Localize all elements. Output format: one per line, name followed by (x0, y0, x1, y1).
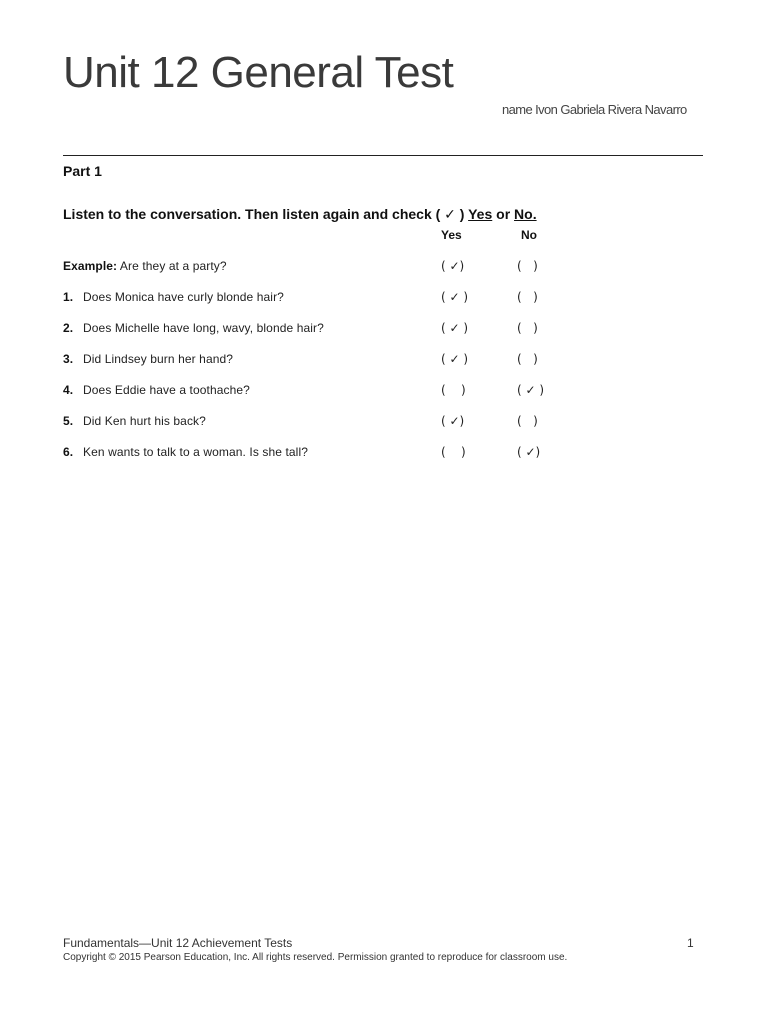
copyright-notice: Copyright © 2015 Pearson Education, Inc. All rights reserved. Permission granted to reproduce for classroom use. (63, 952, 568, 963)
instructions (63, 206, 537, 223)
yes-checkbox[interactable]: ( ) (441, 383, 466, 397)
instructions-or: or (492, 206, 515, 222)
yes-checkbox[interactable]: ( ) (441, 445, 466, 459)
question-text: Did Ken hurt his back? (83, 414, 206, 428)
question-row (63, 321, 324, 335)
column-header-no: No (521, 228, 537, 242)
question-number: 5. (63, 414, 74, 428)
column-header-yes: Yes (441, 228, 462, 242)
question-number: 4. (63, 383, 74, 397)
question-number: 2. (63, 321, 74, 335)
yes-checkbox[interactable]: ( ✓ ) (441, 290, 469, 304)
question-row (63, 352, 233, 366)
question-text: Ken wants to talk to a woman. Is she tall? (83, 445, 308, 459)
yes-checkbox[interactable]: ( ✓ ) (441, 321, 469, 335)
yes-checkbox[interactable]: ( ✓ ) (441, 352, 469, 366)
part-title: Part 1 (63, 163, 102, 179)
question-text: Does Eddie have a toothache? (83, 383, 250, 397)
question-row-example (63, 259, 227, 273)
page-title: Unit 12 General Test (63, 48, 454, 97)
question-row (63, 445, 308, 459)
no-checkbox[interactable]: ( ✓ ) (517, 383, 545, 397)
question-text: Did Lindsey burn her hand? (83, 352, 234, 366)
no-checkbox[interactable]: ( ) (517, 414, 538, 428)
question-lead: Example: (63, 259, 118, 273)
question-row (63, 290, 284, 304)
yes-checkbox[interactable]: ( ✓) (441, 414, 465, 428)
no-checkbox[interactable]: ( ✓) (517, 445, 541, 459)
question-row (63, 414, 206, 428)
question-text: Does Monica have curly blonde hair? (83, 290, 284, 304)
no-checkbox[interactable]: ( ) (517, 321, 538, 335)
instructions-no: No. (514, 206, 537, 222)
footer-title: Fundamentals—Unit 12 Achievement Tests (63, 936, 293, 950)
instructions-yes: Yes (468, 206, 493, 222)
question-number: 3. (63, 352, 74, 366)
no-checkbox[interactable]: ( ) (517, 290, 538, 304)
divider-line (63, 155, 703, 156)
yes-checkbox[interactable]: ( ✓) (441, 259, 465, 273)
question-text: Are they at a party? (117, 259, 227, 273)
no-checkbox[interactable]: ( ) (517, 259, 538, 273)
student-name: name Ivon Gabriela Rivera Navarro (502, 102, 687, 117)
no-checkbox[interactable]: ( ) (517, 352, 538, 366)
question-number: 1. (63, 290, 74, 304)
question-number: 6. (63, 445, 74, 459)
instructions-text: Listen to the conversation. Then listen again and check ( ✓ ) (63, 206, 469, 222)
page-number: 1 (687, 936, 694, 950)
question-text: Does Michelle have long, wavy, blonde hair? (83, 321, 324, 335)
question-row (63, 383, 250, 397)
